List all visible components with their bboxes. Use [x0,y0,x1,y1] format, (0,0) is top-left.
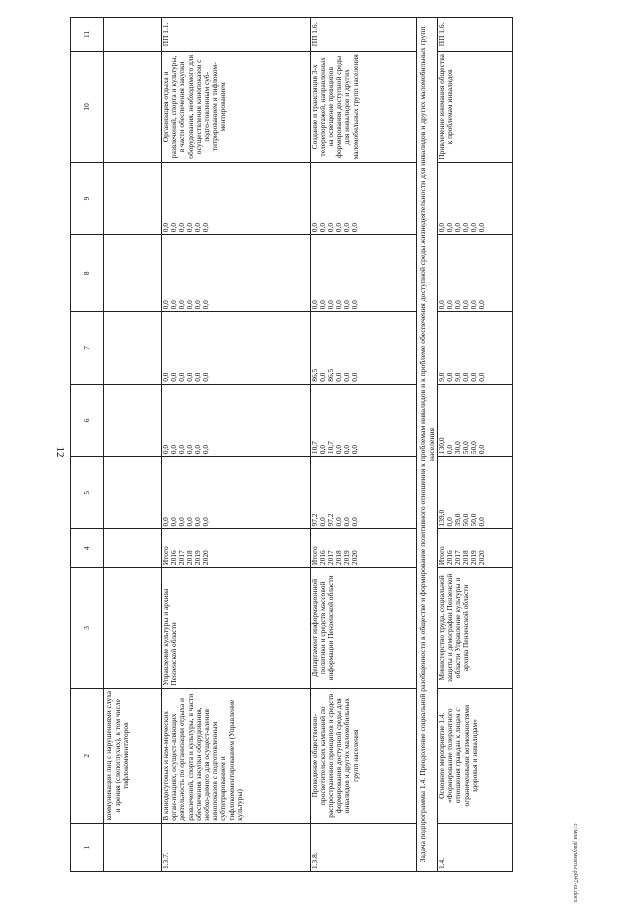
value-cell: 0,0 [178,457,186,529]
header-cell: 4 [71,529,104,568]
header-cell: 9 [71,162,104,234]
value-cell: 0,0 [170,312,178,384]
value-cell: 0,0 [178,162,186,234]
year-cell: 2017 [454,529,462,568]
file-path-footer: c:\мои документы\p047-ш.docx [572,823,578,903]
value-cell: 0,0 [335,162,343,234]
value-cell: 0,0 [202,384,310,456]
header-cell: 10 [71,51,104,162]
value-cell: 139,0 [438,457,447,529]
value-cell: 0,0 [462,312,470,384]
value-cell: 50,0 [470,384,478,456]
value-cell: 0,0 [170,162,178,234]
value-cell: 0,0 [351,235,417,312]
value-cell: 0,0 [310,235,319,312]
value-cell: 0,0 [178,384,186,456]
subprogram-ref: ПП 1.1. [162,18,311,52]
value-cell: 0,0 [202,235,310,312]
value-cell: 9,0 [454,312,462,384]
value-cell: 0,0 [438,162,447,234]
value-cell: 130,0 [438,384,447,456]
row-number: 1.3.8. [310,823,417,871]
value-cell: 50,0 [462,384,470,456]
cell-empty [104,823,162,871]
expected-result: Привлечение внимания общества к проблемам инвалидов [438,51,513,162]
subprogram-ref: ПП 1.6. [310,18,417,52]
value-cell: 0,0 [343,384,351,456]
cell-empty [104,235,162,312]
cell-empty [104,312,162,384]
value-cell: 0,0 [319,162,327,234]
value-cell: 0,0 [446,162,454,234]
cell-empty [104,51,162,162]
value-cell: 0,0 [170,384,178,456]
cell-empty [104,384,162,456]
activity-name: В кинодосуговых и ком-мерческих орган-изациях, осущест-вляющих деятельность по организации отдыха и развлечений, спорта и культуры, в части обеспечения закупки оборудования, необхо-димого для осущест-вления кинопоказов с подготовленным субтитрированием и тифлокомментированием (Управление культуры) [162,688,311,823]
value-cell: 0,0 [194,457,202,529]
header-cell: 3 [71,568,104,689]
value-cell: 0,0 [327,162,335,234]
row-number: 1.4. [438,823,513,871]
value-cell: 0,0 [327,235,335,312]
value-cell: 0,0 [454,162,462,234]
header-row [71,18,104,872]
value-cell: 0,0 [319,312,327,384]
value-cell: 0,0 [186,312,194,384]
value-cell: 0,0 [170,457,178,529]
value-cell: 0,0 [351,162,417,234]
value-cell: 0,0 [170,235,178,312]
value-cell: 30,0 [454,384,462,456]
value-cell: 0,0 [186,235,194,312]
subprogram-ref: ПП 1.6. [438,18,513,52]
value-cell: 97,2 [327,457,335,529]
value-cell: 0,0 [178,235,186,312]
year-cell: Итого [438,529,447,568]
value-cell: 0,0 [351,312,417,384]
value-cell: 0,0 [162,384,171,456]
expected-result: Создание и трансляция 3-х телерепортажей, направленных на освещение принципов формирования доступной среды для инвалидов и других маломобильных групп населения [310,51,417,162]
executor: Департамент информационной политики и средств массовой информации Пензенской области [310,568,417,689]
year-cell: 2016 [170,529,178,568]
value-cell: 9,0 [438,312,447,384]
value-cell: 0,0 [162,457,171,529]
cell-empty [104,568,162,689]
value-cell: 0,0 [194,312,202,384]
year-cell: Итого [310,529,319,568]
cell-empty [104,457,162,529]
executor: Управление культуры и архива Пензенской области [162,568,311,689]
rotated-table-container [70,17,570,872]
cell-empty [104,18,162,52]
value-cell: 0,0 [162,162,171,234]
value-cell: 0,0 [162,235,171,312]
executor: Министерство труда, социальной защиты и демографии Пензенской области Управление культуры и архива Пензенской области [438,568,513,689]
year-cell: 2019 [194,529,202,568]
year-cell: 2018 [462,529,470,568]
value-cell: 0,0 [478,312,512,384]
year-cell: 2018 [186,529,194,568]
activity-name: коммуникации лиц с нарушениями слуха и зрения (слепоглухих), в том числе тифлокомментаторов [104,688,162,823]
year-cell: 2016 [446,529,454,568]
value-cell: 0,0 [202,312,310,384]
value-cell: 0,0 [478,235,512,312]
header-cell: 2 [71,688,104,823]
value-cell: 0,0 [343,457,351,529]
value-cell: 0,0 [310,162,319,234]
value-cell: 0,0 [319,384,327,456]
task-heading: Задача подпрограммы 1.4. Преодоление социальной разобщенности в обществе и формирование позитивного отношения к проблемам инвалидов и к проблеме обеспечения доступной среды жизнедеятельности для инвалидов и других маломобильных групп населения [417,18,438,872]
value-cell: 0,0 [454,235,462,312]
expected-result: Организация отдыха и развлечений, спорта и культуры, в части обеспечения закупки оборудования, необходимого для осуществления кинопоказов с подго-товленным суб-титрированием и тифлоком-ментированием [162,51,311,162]
value-cell: 0,0 [478,162,512,234]
value-cell: 0,0 [343,235,351,312]
header-cell: 7 [71,312,104,384]
value-cell: 0,0 [194,384,202,456]
value-cell: 0,0 [462,162,470,234]
value-cell: 0,0 [335,312,343,384]
year-cell: 2019 [343,529,351,568]
value-cell: 50,0 [462,457,470,529]
program-table [70,17,513,872]
value-cell: 10,7 [327,384,335,456]
year-cell: 2017 [178,529,186,568]
value-cell: 0,0 [202,162,310,234]
value-cell: 0,0 [186,162,194,234]
value-cell: 39,0 [454,457,462,529]
value-cell: 0,0 [470,162,478,234]
value-cell: 10,7 [310,384,319,456]
value-cell: 0,0 [186,384,194,456]
value-cell: 0,0 [446,457,454,529]
year-cell: 2017 [327,529,335,568]
header-cell: 6 [71,384,104,456]
value-cell: 86,5 [310,312,319,384]
table-row-continuation [104,18,162,872]
value-cell: 0,0 [446,235,454,312]
value-cell: 0,0 [162,312,171,384]
activity-name: Основное мероприятие 1.4. «Формирование толерантного отношения граждан к лицам с ограниченными возможностями здоровья и инвалидам» [438,688,513,823]
value-cell: 0,0 [186,457,194,529]
header-cell: 11 [71,18,104,52]
value-cell: 0,0 [470,312,478,384]
value-cell: 0,0 [438,235,447,312]
value-cell: 0,0 [462,235,470,312]
year-cell: 2020 [478,529,512,568]
value-cell: 0,0 [478,457,512,529]
year-cell: Итого [162,529,171,568]
value-cell: 0,0 [351,384,417,456]
page-number: 12 [54,446,66,458]
value-cell: 0,0 [335,235,343,312]
value-cell: 0,0 [319,457,327,529]
value-cell: 0,0 [343,162,351,234]
value-cell: 0,0 [343,312,351,384]
value-cell: 0,0 [446,384,454,456]
year-cell: 2020 [202,529,310,568]
cell-empty [104,162,162,234]
value-cell: 0,0 [470,235,478,312]
value-cell: 0,0 [194,235,202,312]
cell-empty [104,529,162,568]
value-cell: 86,5 [327,312,335,384]
value-cell: 0,0 [335,457,343,529]
task-row [417,18,438,872]
year-cell: 2019 [470,529,478,568]
year-cell: 2020 [351,529,417,568]
value-cell: 0,0 [178,312,186,384]
value-cell: 0,0 [194,162,202,234]
value-cell: 0,0 [478,384,512,456]
value-cell: 0,0 [202,457,310,529]
header-cell: 1 [71,823,104,871]
row-number: 1.3.7. [162,823,311,871]
value-cell: 0,0 [319,235,327,312]
header-cell: 8 [71,235,104,312]
value-cell: 50,0 [470,457,478,529]
value-cell: 97,2 [310,457,319,529]
value-cell: 0,0 [335,384,343,456]
value-cell: 0,0 [351,457,417,529]
activity-name: Проведение общественно-просветительских кампаний по распространению принципов и средств формирования доступной среды для инвалидов и других маломобильных групп населения [310,688,417,823]
year-cell: 2016 [319,529,327,568]
value-cell: 0,0 [446,312,454,384]
year-cell: 2018 [335,529,343,568]
header-cell: 5 [71,457,104,529]
